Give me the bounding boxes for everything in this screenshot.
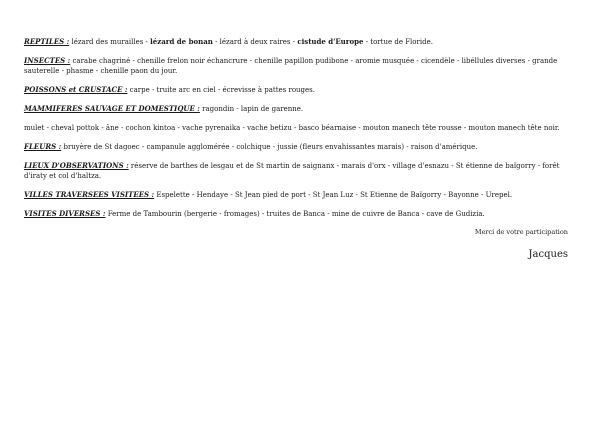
- mammiferes-paragraph: [24, 104, 569, 114]
- reptiles-text-1: lézard des murailles -: [69, 38, 151, 46]
- reptiles-bold-2: cistude d'Europe: [297, 37, 364, 46]
- poissons-heading: POISSONS et CRUSTACE :: [24, 85, 128, 94]
- lieux-heading: LIEUX D'OBSERVATIONS :: [24, 161, 129, 170]
- domestiques-paragraph: [24, 123, 569, 133]
- reptiles-paragraph: [24, 37, 569, 47]
- reptiles-text-3: - tortue de Floride.: [363, 38, 433, 46]
- visites-text: Ferme de Tambourin (bergerie - fromages) - truites de Banca - mine de cuivre de Banca - cave de Gudizia.: [105, 210, 485, 218]
- thanks-line: Merci de votre participation: [474, 228, 568, 236]
- mammiferes-text: ragondin - lapin de garenne.: [199, 105, 304, 113]
- lieux-paragraph: [24, 161, 569, 181]
- insectes-paragraph: [24, 56, 569, 76]
- fleurs-text: bruyère de St dagoec - campanule agglomérée - colchique - jussie (fleurs envahissantes marais) - raison d'amérique.: [61, 143, 478, 151]
- fleurs-paragraph: [24, 142, 569, 152]
- poissons-paragraph: [24, 85, 569, 95]
- insectes-heading: INSECTES :: [24, 56, 71, 65]
- signature: Jacques: [528, 249, 568, 260]
- visites-paragraph: [24, 209, 569, 219]
- lieux-text: réserve de barthes de lesgau et de St martin de saignanx - marais d'orx - village d'esnazu - St étienne de baïgorry - forêt d'iraty et col d'haltza.: [24, 162, 560, 180]
- reptiles-bold-1: lézard de bonan: [150, 37, 213, 46]
- villes-text: Espelette - Hendaye - St Jean pied de port - St Jean Luz - St Etienne de Baïgorry - Bayonne - Urepel.: [154, 191, 513, 199]
- poissons-text: carpe - truite arc en ciel - écrevisse à pattes rouges.: [127, 86, 315, 94]
- mammiferes-heading: MAMMIFERES SAUVAGE ET DOMESTIQUE :: [24, 104, 200, 113]
- villes-paragraph: [24, 190, 569, 200]
- fleurs-heading: FLEURS :: [24, 142, 62, 151]
- reptiles-text-2: - lézard à deux raires -: [212, 38, 298, 46]
- reptiles-heading: REPTILES :: [24, 37, 70, 46]
- visites-heading: VISITES DIVERSES :: [24, 209, 106, 218]
- document-body: [24, 37, 569, 261]
- villes-heading: VILLES TRAVERSEES VISITEES :: [24, 190, 155, 199]
- insectes-text: carabe chagriné - chenille frelon noir échancrure - chenille papillon pudibone - aromie musquée - cicendèle - libéllules diverses - grande sauterelle - phasme - chenille paon du jour.: [24, 57, 558, 75]
- domestiques-text: mulet - cheval pottok - âne - cochon kintoa - vache pyrenaika - vache betizu - basco béarnaise - mouton manech tête rousse - mouton manech tête noir.: [24, 124, 560, 132]
